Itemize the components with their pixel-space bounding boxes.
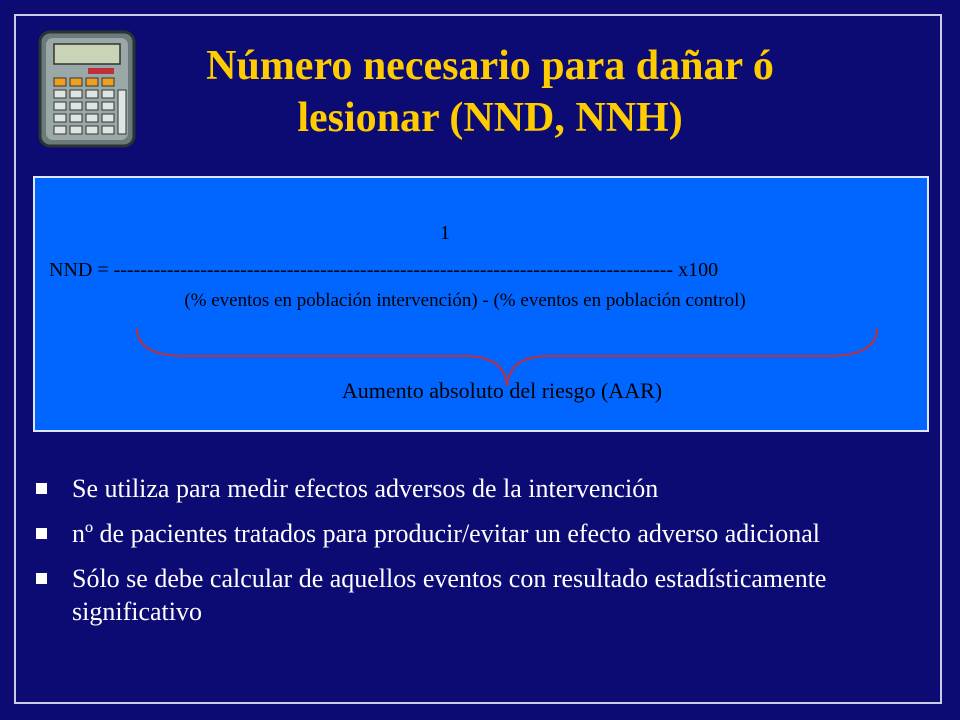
square-bullet-icon: [36, 528, 47, 539]
bullet-item: [36, 517, 916, 550]
formula-denominator: (% eventos en población intervención) - (% eventos en población control): [184, 290, 746, 311]
bullet-item: [36, 562, 916, 628]
bullet-text: nº de pacientes tratados para producir/evitar un efecto adverso adicional: [72, 519, 821, 548]
bullet-item: [36, 472, 916, 505]
formula-line: NND = ------------------------------------------------------------------------------------ x100: [49, 259, 719, 281]
formula-box: [33, 176, 929, 432]
brace-label: Aumento absoluto del riesgo (AAR): [341, 378, 663, 403]
bullet-text: Se utiliza para medir efectos adversos de la intervención: [72, 474, 659, 503]
bullet-list: [36, 472, 916, 640]
square-bullet-icon: [36, 483, 47, 494]
square-bullet-icon: [36, 573, 47, 584]
calculator-icon: [38, 30, 136, 148]
slide-title: Número necesario para dañar ó lesionar (NND, NNH): [206, 43, 774, 141]
bullet-text: Sólo se debe calcular de aquellos eventos con resultado estadísticamente significativo: [72, 564, 827, 626]
formula-numerator: 1: [440, 222, 450, 244]
